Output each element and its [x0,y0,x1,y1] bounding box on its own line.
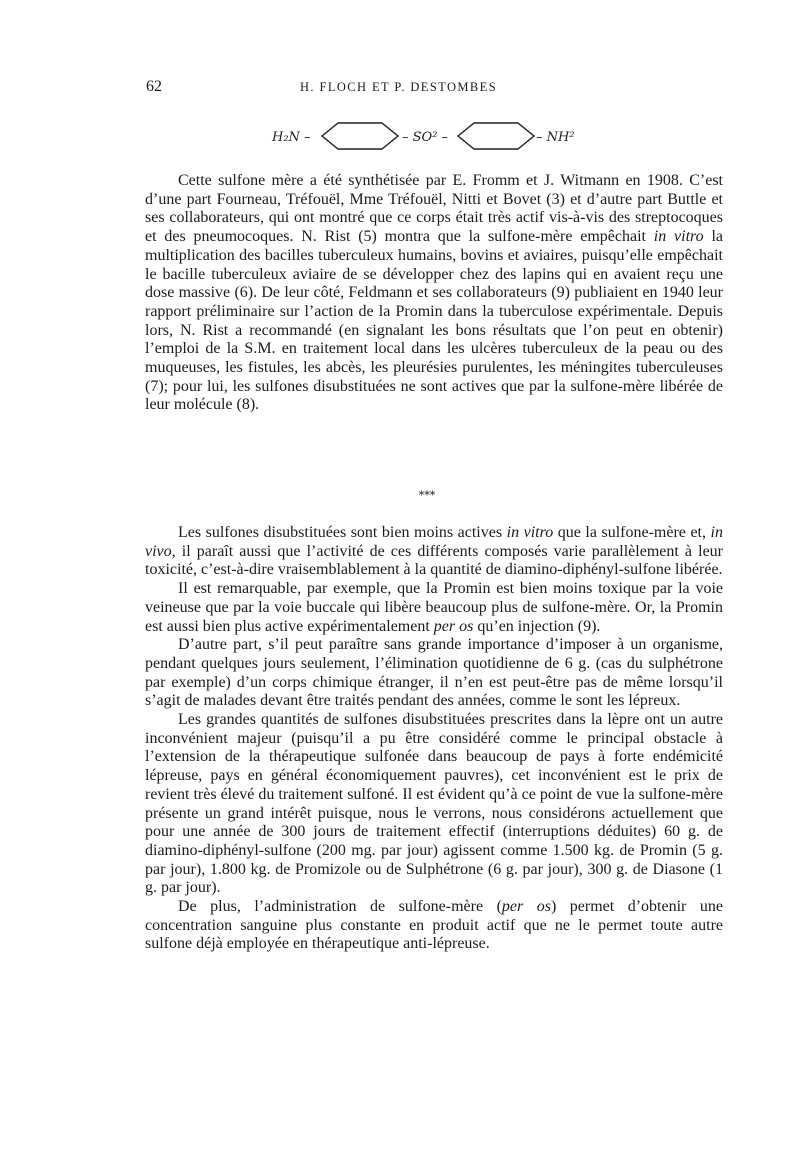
italic-term: in vivo, [145,524,723,560]
text-run: De plus, l’administration de sulfone-mère ( [178,898,502,916]
italic-term: in vitro [653,228,704,246]
paragraph [145,636,723,711]
text-run: Cette sulfone mère a été synthétisée par E. Fromm et J. Witmann en 1908. C’est d’une part Fourneau, Tréfouël, Mme Tréfouël, Nitti et Bovet (3) et d’autre part Buttle et ses collaborateurs, qui ont montré que ce corps était très actif vis-à-vis des streptocoques et des pneumocoques. N. Rist (5) montra que la sulfone-mère empêchait [145,172,723,246]
paragraph [145,711,723,898]
text-block-lower [145,524,723,954]
text-run: D’autre part, s’il peut paraître sans grande importance d’imposer à un organisme, pendant quelques jours seulement, l’élimination quotidienne de 6 g. (cas du sulphétrone par exemple) d’un corps chimique étranger, il n’en est peut-être pas de même lorsqu’il s’agit de malades devant être traités pendant des années, comme le sont les lépreux. [145,636,723,710]
paragraph [145,172,723,415]
formula-drawing [270,118,575,154]
benzene-ring-left [322,123,398,149]
paragraph [145,580,723,636]
benzene-ring-right [458,123,534,149]
text-run: ) permet d’obtenir une concentration sanguine plus constante en produit actif que ne le permet toute autre sulfone déjà employée en thérapeutique anti-lépreuse. [145,898,723,953]
formula-left-group: H₂N – [272,130,311,145]
italic-term: per os [433,617,474,635]
text-run: que la sulfone-mère et, [553,524,711,541]
formula-right-group: – NH² [536,130,575,145]
text-run: il paraît aussi que l’activité de ces différents composés varie parallèlement à leur toxicité, c’est-à-dire vraisemblablement à la quantité de diamino-diphényl-sulfone libérée. [145,542,723,579]
chemical-formula [270,118,575,154]
page-number: 62 [146,78,162,95]
italic-term: per os [501,898,551,916]
text-run: la multiplication des bacilles tuberculeux humains, bovins et aviaires, puisqu’elle empêchait le bacille tuberculeux aviaire de se développer chez des lapins qui en avaient reçu une dose massive (6). De leur côté, Feldmann et ses collaborateurs (9) publiaient en 1940 leur rapport préliminaire sur l’action de la Promin dans la tuberculose expérimentale. Depuis lors, N. Rist a recommandé (en signalant les bons résultats que l’on peut en obtenir) l’emploi de la S.M. en traitement local dans les ulcères tuberculeux de la peau ou des muqueuses, les fistules, les abcès, les pleurésies purulentes, les méningites tuberculeuses (7); pour lui, les sulfones disubstituées ne sont actives que par la sulfone-mère libérée de leur molécule (8). [145,228,724,414]
asterism-separator: ⁎⁎⁎ [418,486,436,498]
paragraph [145,524,723,580]
paragraph [145,898,723,954]
text-block-upper [145,172,723,415]
text-run: Il est remarquable, par exemple, que la Promin est bien moins toxique par la voie veineuse que par la voie buccale qui libère beaucoup plus de sulfone-mère. Or, la Promin est aussi bien plus active expérimentalement [145,580,723,635]
italic-term: in vitro [506,524,554,541]
text-run: Les sulfones disubstituées sont bien moins actives [178,524,507,541]
text-run: qu’en injection (9). [473,617,601,635]
text-run: Les grandes quantités de sulfones disubstituées prescrites dans la lèpre ont un autre inconvénient majeur (puisqu’il a pu être considéré comme le principal obstacle à l’extension de la thérapeutique sulfonée dans beaucoup de pays à forte endémicité lépreuse, pays en général économiquement pauvres), cet inconvénient est le prix de revient très élevé du traitement sulfoné. Il est évident qu’à ce point de vue la sulfone-mère présente un grand intérêt puisque, nous le verrons, nous considérons actuellement que pour une année de 300 jours de traitement effectif (interruptions déduites) 60 g. de diamino-diphényl-sulfone (200 mg. par jour) agissent comme 1.500 kg. de Promin (5 g. par jour), 1.800 kg. de Promizole ou de Sulphétrone (6 g. par jour), 300 g. de Diasone (1 g. par jour). [145,711,723,897]
running-head: H. FLOCH ET P. DESTOMBES [300,80,498,94]
formula-middle-group: – SO² – [402,130,449,145]
